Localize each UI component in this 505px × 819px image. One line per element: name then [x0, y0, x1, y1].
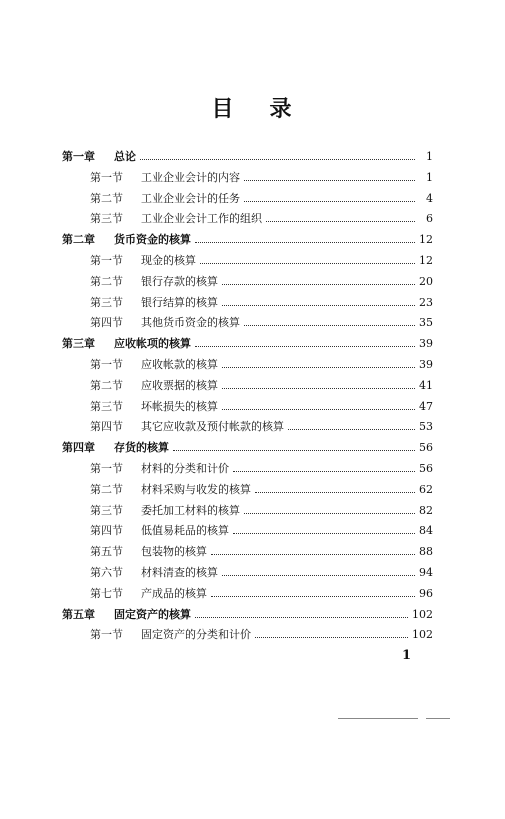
title-char-2: 录 — [269, 96, 294, 122]
toc-entry-number: 第一节 — [90, 357, 123, 371]
toc-entry-title: 货币资金的核算 — [114, 233, 191, 247]
toc-dot-leader — [195, 617, 408, 618]
toc-entry-page: 6 — [426, 212, 433, 226]
toc-entry-page: 1 — [426, 150, 433, 163]
toc-entry-number: 第一节 — [90, 628, 123, 642]
toc-entry-number: 第一节 — [90, 461, 123, 475]
toc-entry-page: 23 — [419, 295, 433, 309]
toc-dot-leader — [288, 429, 415, 430]
toc-dot-leader — [233, 533, 415, 534]
toc-entry-number: 第四节 — [90, 524, 123, 538]
toc-entry-title: 材料采购与收发的核算 — [141, 482, 251, 496]
title-char-1: 目 — [211, 96, 236, 122]
toc-section-entry — [62, 355, 433, 376]
toc-section-entry — [62, 584, 433, 605]
toc-dot-leader — [222, 305, 415, 306]
toc-entry-page: 56 — [419, 461, 433, 475]
toc-entry-page: 12 — [419, 233, 433, 247]
toc-entry-page: 56 — [419, 441, 433, 455]
toc-entry-page: 96 — [419, 586, 433, 600]
toc-entry-page: 12 — [419, 253, 433, 267]
toc-dot-leader — [222, 575, 415, 576]
toc-entry-number: 第二节 — [90, 378, 123, 392]
toc-entry-number: 第二节 — [90, 191, 123, 205]
toc-entry-number: 第三节 — [90, 295, 123, 309]
toc-entry-number: 第一节 — [90, 170, 123, 184]
toc-section-entry — [62, 501, 433, 522]
toc-entry-page: 102 — [412, 628, 433, 642]
toc-section-entry — [62, 168, 433, 189]
toc-section-entry — [62, 563, 433, 584]
toc-section-entry — [62, 293, 433, 314]
toc-entry-number: 第二节 — [90, 274, 123, 288]
toc-entry-number: 第二节 — [90, 482, 123, 496]
toc-entry-number: 第四章 — [62, 441, 95, 455]
toc-entry-title: 其他货币资金的核算 — [141, 316, 240, 330]
toc-entry-page: 39 — [419, 357, 433, 371]
toc-entry-title: 应收帐款的核算 — [141, 357, 218, 371]
toc-entry-title: 低值易耗品的核算 — [141, 524, 229, 538]
toc-entry-page: 62 — [419, 482, 433, 496]
toc-entry-title: 固定资产的核算 — [114, 607, 191, 621]
toc-entry-title: 现金的核算 — [141, 253, 196, 267]
toc-dot-leader — [211, 596, 415, 597]
toc-entry-title: 应收票据的核算 — [141, 378, 218, 392]
toc-dot-leader — [200, 263, 415, 264]
toc-entry-number: 第七节 — [90, 586, 123, 600]
toc-entry-number: 第五节 — [90, 545, 123, 559]
toc-entry-page: 88 — [419, 545, 433, 559]
toc-entry-title: 包装物的核算 — [141, 545, 207, 559]
toc-entry-title: 银行存款的核算 — [141, 274, 218, 288]
toc-entry-number: 第三章 — [62, 337, 95, 351]
toc-section-entry — [62, 376, 433, 397]
toc-dot-leader — [173, 450, 415, 451]
table-of-contents — [62, 147, 433, 646]
toc-entry-title: 产成品的核算 — [141, 586, 207, 600]
toc-entry-title: 其它应收款及预付帐款的核算 — [141, 420, 284, 434]
toc-dot-leader — [266, 221, 415, 222]
toc-dot-leader — [222, 409, 415, 410]
toc-section-entry — [62, 272, 433, 293]
toc-entry-page: 35 — [419, 316, 433, 330]
toc-entry-page: 53 — [419, 420, 433, 434]
toc-dot-leader — [244, 180, 415, 181]
page-number: 1 — [402, 648, 412, 663]
toc-entry-title: 材料的分类和计价 — [141, 461, 229, 475]
toc-section-entry — [62, 397, 433, 418]
toc-entry-page: 102 — [412, 607, 433, 621]
toc-entry-title: 固定资产的分类和计价 — [141, 628, 251, 642]
toc-dot-leader — [140, 159, 415, 160]
toc-entry-number: 第六节 — [90, 565, 123, 579]
toc-section-entry — [62, 189, 433, 210]
toc-dot-leader — [211, 554, 415, 555]
toc-entry-page: 41 — [419, 378, 433, 392]
toc-dot-leader — [222, 367, 415, 368]
bottom-rule-left — [338, 718, 418, 719]
toc-chapter-entry — [62, 334, 433, 355]
toc-entry-number: 第四节 — [90, 420, 123, 434]
toc-entry-title: 银行结算的核算 — [141, 295, 218, 309]
toc-entry-title: 应收帐项的核算 — [114, 337, 191, 351]
toc-section-entry — [62, 209, 433, 230]
toc-dot-leader — [244, 201, 415, 202]
toc-entry-number: 第一章 — [62, 150, 95, 163]
toc-chapter-entry — [62, 230, 433, 251]
toc-entry-number: 第四节 — [90, 316, 123, 330]
page-title — [0, 92, 505, 123]
toc-entry-title: 工业企业会计的内容 — [141, 170, 240, 184]
toc-entry-title: 工业企业会计工作的组织 — [141, 212, 262, 226]
bottom-rule-right — [426, 718, 450, 719]
toc-entry-page: 84 — [419, 524, 433, 538]
toc-entry-number: 第三节 — [90, 503, 123, 517]
toc-entry-number: 第三节 — [90, 399, 123, 413]
toc-entry-page: 4 — [426, 191, 433, 205]
toc-entry-title: 坏帐损失的核算 — [141, 399, 218, 413]
toc-chapter-entry — [62, 147, 433, 168]
toc-entry-number: 第二章 — [62, 233, 95, 247]
toc-entry-number: 第一节 — [90, 253, 123, 267]
toc-dot-leader — [255, 637, 408, 638]
toc-entry-page: 1 — [426, 170, 433, 184]
toc-section-entry — [62, 480, 433, 501]
toc-entry-page: 82 — [419, 503, 433, 517]
toc-entry-number: 第三节 — [90, 212, 123, 226]
toc-dot-leader — [195, 242, 415, 243]
toc-entry-title: 总论 — [114, 150, 136, 163]
toc-dot-leader — [222, 284, 415, 285]
toc-entry-number: 第五章 — [62, 607, 95, 621]
toc-entry-page: 20 — [419, 274, 433, 288]
toc-section-entry — [62, 521, 433, 542]
toc-section-entry — [62, 459, 433, 480]
toc-dot-leader — [255, 492, 415, 493]
toc-section-entry — [62, 251, 433, 272]
toc-entry-page: 39 — [419, 337, 433, 351]
toc-dot-leader — [244, 513, 415, 514]
toc-chapter-entry — [62, 438, 433, 459]
toc-section-entry — [62, 417, 433, 438]
toc-dot-leader — [222, 388, 415, 389]
toc-entry-title: 委托加工材料的核算 — [141, 503, 240, 517]
toc-entry-page: 47 — [419, 399, 433, 413]
toc-section-entry — [62, 313, 433, 334]
toc-dot-leader — [195, 346, 415, 347]
toc-section-entry — [62, 542, 433, 563]
toc-dot-leader — [244, 325, 415, 326]
toc-entry-title: 工业企业会计的任务 — [141, 191, 240, 205]
toc-entry-title: 材料清查的核算 — [141, 565, 218, 579]
toc-dot-leader — [233, 471, 415, 472]
toc-entry-title: 存货的核算 — [114, 441, 169, 455]
toc-entry-page: 94 — [419, 565, 433, 579]
toc-section-entry — [62, 625, 433, 646]
toc-chapter-entry — [62, 605, 433, 626]
